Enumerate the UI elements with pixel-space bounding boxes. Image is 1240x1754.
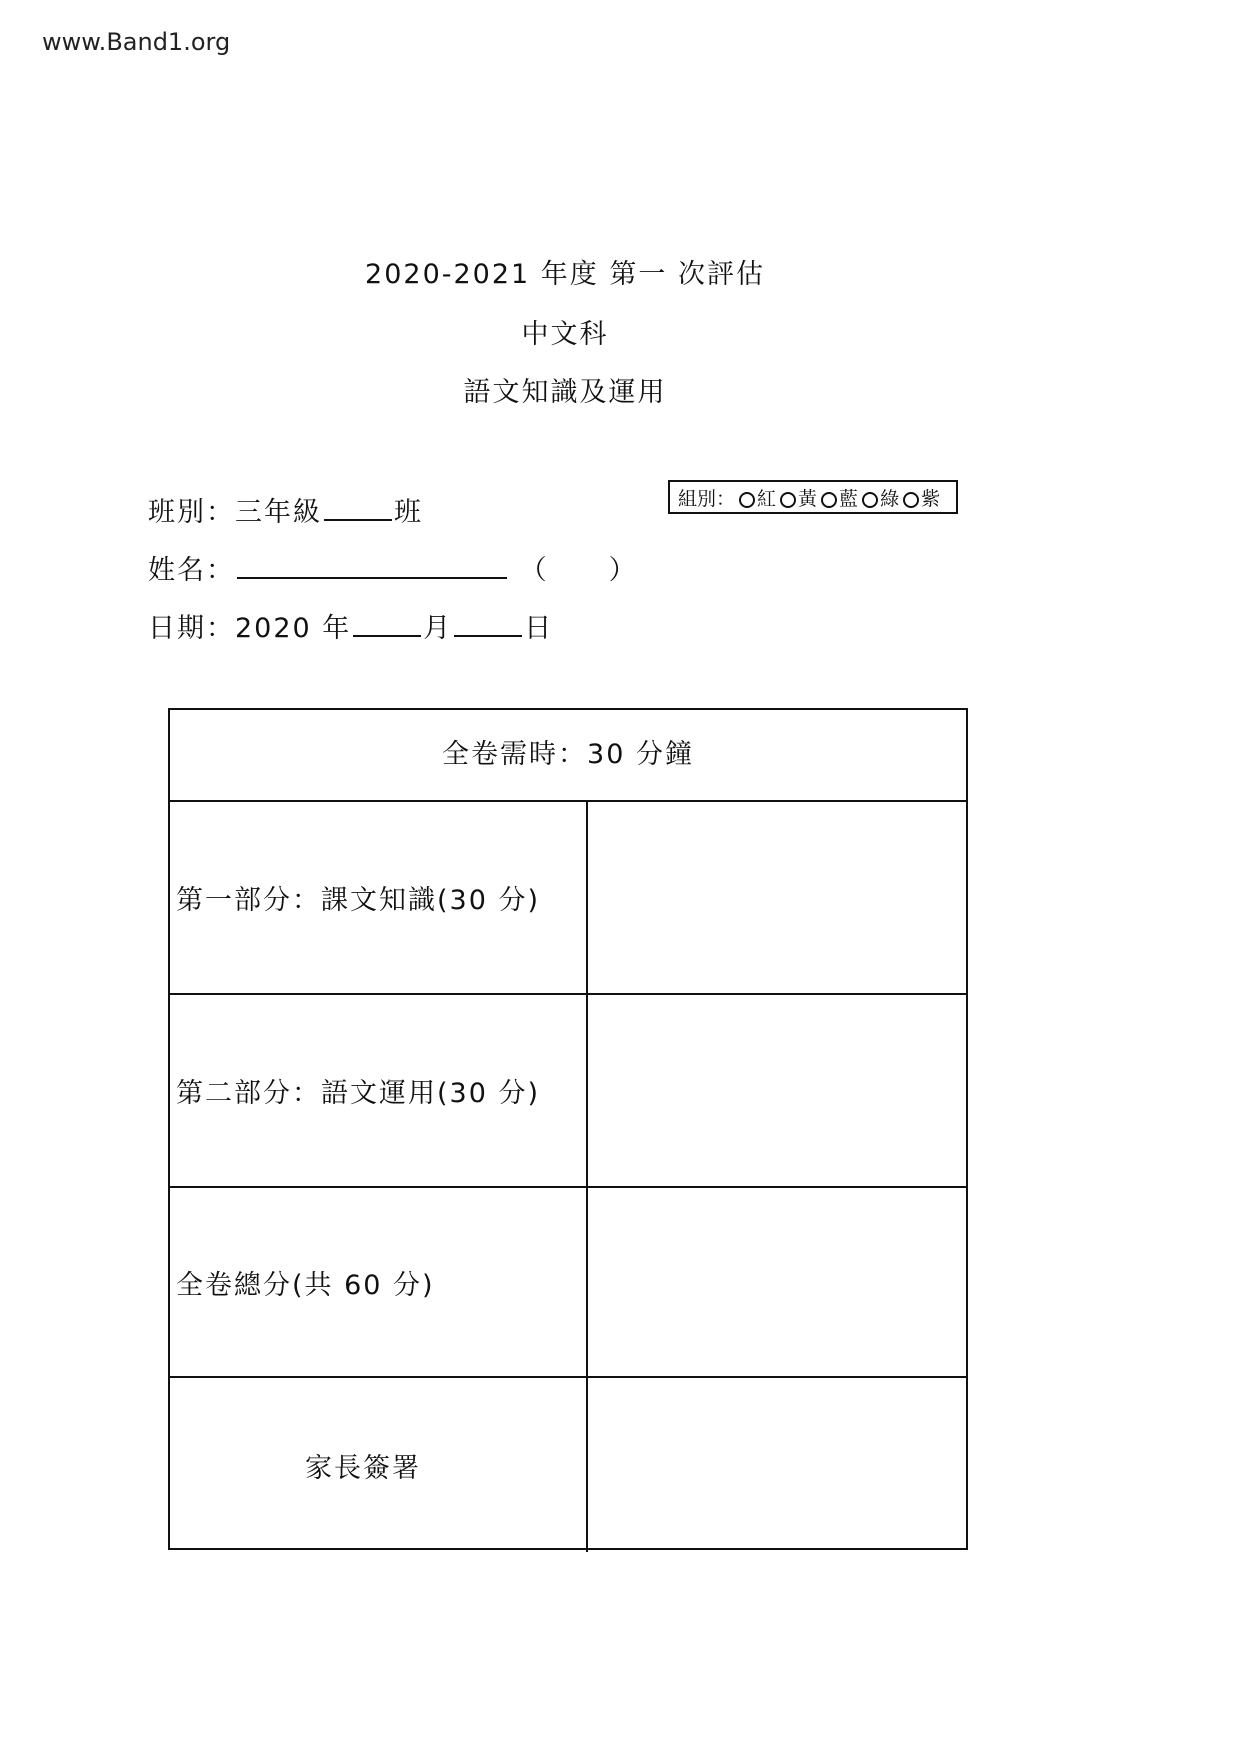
date-field [148, 606, 553, 645]
assessment-title: 2020-2021 年度 第一 次評估 [365, 259, 765, 290]
table-row [170, 800, 966, 993]
part-one-label: 第一部分：課文知識(30 分) [170, 802, 588, 993]
time-allowed-header: 全卷需時：30 分鐘 [442, 739, 694, 770]
part-two-label: 第二部分：語文運用(30 分) [170, 995, 588, 1186]
score-table [168, 708, 968, 1550]
day-label: 日 [524, 613, 554, 644]
total-score-label: 全卷總分(共 60 分) [170, 1188, 588, 1376]
class-number-close-paren: ） [608, 555, 638, 586]
group-option-green: 綠 [880, 488, 900, 510]
total-score-cell[interactable] [588, 1188, 966, 1376]
radio-circle-icon[interactable] [739, 492, 755, 508]
name-label: 姓名： [148, 555, 235, 586]
class-number-open-paren: （ [519, 555, 549, 586]
parent-signature-cell[interactable] [588, 1378, 966, 1552]
class-label: 班別：三年級 [148, 497, 322, 528]
radio-circle-icon[interactable] [903, 492, 919, 508]
radio-circle-icon[interactable] [821, 492, 837, 508]
subject-title: 中文科 [521, 319, 609, 350]
site-watermark: www.Band1.org [42, 28, 231, 56]
group-label: 組別： [678, 488, 736, 510]
parent-signature-label: 家長簽署 [170, 1378, 588, 1552]
table-row [170, 993, 966, 1186]
part-two-score-cell[interactable] [588, 995, 966, 1186]
paper-title: 語文知識及運用 [463, 377, 667, 408]
name-field [148, 548, 638, 587]
table-row [170, 1186, 966, 1376]
name-blank[interactable] [237, 551, 507, 579]
radio-circle-icon[interactable] [780, 492, 796, 508]
class-blank[interactable] [324, 493, 392, 521]
month-blank[interactable] [353, 609, 421, 637]
date-label: 日期：2020 年 [148, 613, 352, 644]
radio-circle-icon[interactable] [862, 492, 878, 508]
group-option-blue: 藍 [839, 488, 859, 510]
table-row [170, 1376, 966, 1552]
part-one-score-cell[interactable] [588, 802, 966, 993]
month-label: 月 [423, 613, 453, 644]
class-field [148, 490, 423, 529]
class-suffix: 班 [394, 497, 423, 528]
group-option-purple: 紫 [921, 488, 941, 510]
group-option-yellow: 黃 [798, 488, 818, 510]
group-selector [668, 480, 958, 514]
day-blank[interactable] [454, 609, 522, 637]
group-option-red: 紅 [757, 488, 777, 510]
